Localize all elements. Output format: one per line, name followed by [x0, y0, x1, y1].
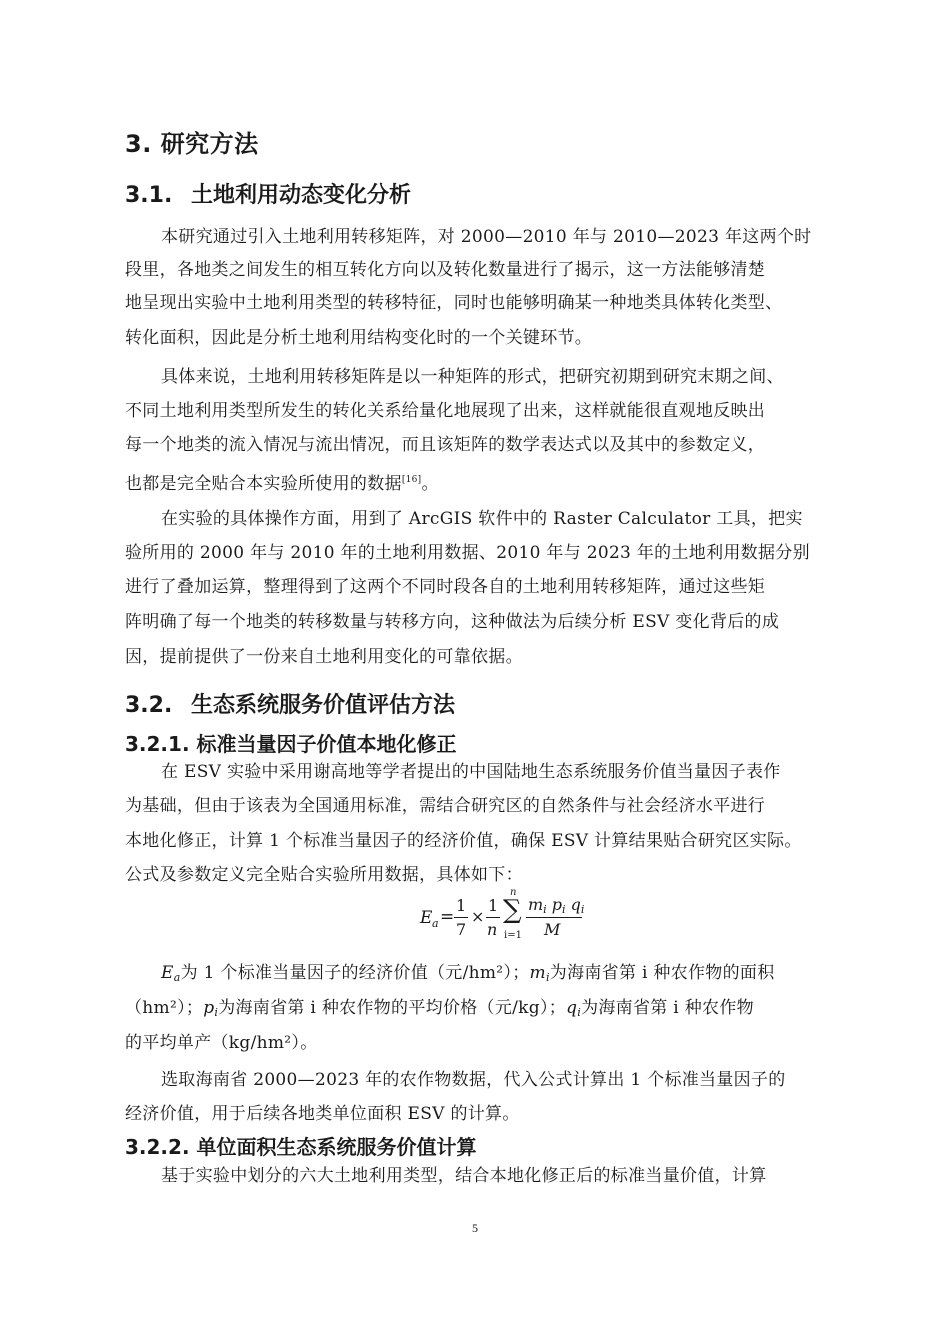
subsection-number: 3.1.: [125, 183, 173, 208]
var-p: p: [203, 998, 215, 1018]
parameter-definitions-line: [161, 962, 775, 989]
fraction-1-denominator: 7: [456, 920, 467, 939]
paragraph-text: 也都是完全贴合本实验所使用的数据: [125, 474, 402, 494]
def-text: 为海南省第 i 种农作物: [581, 998, 754, 1018]
parameter-definitions-line: [125, 997, 754, 1024]
paragraph-line: 本地化修正，计算 1 个标准当量因子的经济价值，确保 ESV 计算结果贴合研究区实际。: [125, 831, 802, 851]
fraction-3-numerator: [528, 895, 584, 916]
subsection-number: 3.2.: [125, 693, 173, 718]
parameter-definitions-line: 的平均单产（kg/hm²）。: [125, 1033, 318, 1053]
paragraph-line: 在 ESV 实验中采用谢高地等学者提出的中国陆地生态系统服务价值当量因子表作: [161, 762, 781, 782]
paragraph-line: 为基础，但由于该表为全国通用标准，需结合研究区的自然条件与社会经济水平进行: [125, 796, 766, 816]
fraction-2-denominator: n: [487, 920, 498, 939]
paragraph-line: 每一个地类的流入情况与流出情况，而且该矩阵的数学表达式以及其中的参数定义，: [125, 435, 766, 455]
paragraph-line: [125, 469, 439, 495]
var-m: m: [529, 963, 546, 983]
formula-equals: =: [440, 907, 455, 927]
var-e: E: [161, 963, 174, 983]
var-q: q: [566, 998, 578, 1018]
paragraph-line: 地呈现出实验中土地利用类型的转移特征，同时也能够明确某一种地类具体转化类型、: [125, 293, 783, 313]
section-heading: [125, 124, 259, 159]
paragraph-line: 段里，各地类之间发生的相互转化方向以及转化数量进行了揭示，这一方法能够清楚: [125, 260, 766, 280]
sum-symbol: ∑: [503, 895, 522, 925]
sum-lower-limit: i=1: [504, 930, 522, 941]
paragraph-line: 公式及参数定义完全贴合实验所用数据，具体如下：: [125, 865, 523, 885]
var-p-sub: i: [214, 1006, 219, 1019]
section-number: 3.: [125, 130, 152, 158]
subsection-heading-3-2: [125, 688, 455, 719]
fraction-3-num-p: p: [546, 895, 563, 914]
fraction-3-num-sub: i: [580, 903, 585, 916]
def-text: 为海南省第 i 种农作物的平均价格（元/kg）；: [218, 998, 567, 1018]
formula-lhs: E: [420, 908, 433, 928]
paragraph-line: 基于实验中划分的六大土地利用类型，结合本地化修正后的标准当量价值，计算: [161, 1166, 767, 1186]
fraction-2-numerator: 1: [488, 896, 499, 915]
section-title: 研究方法: [160, 130, 259, 158]
paragraph-line: 具体来说，土地利用转移矩阵是以一种矩阵的形式，把研究初期到研究末期之间、: [161, 367, 784, 387]
var-q-sub: i: [577, 1006, 582, 1019]
fraction-3-num-q: q: [565, 895, 581, 914]
subsubsection-heading-3-2-1: 3.2.1. 标准当量因子价值本地化修正: [125, 732, 457, 756]
equation-ea: [410, 887, 610, 943]
fraction-bar: [486, 917, 500, 918]
fraction-3-num-m: m: [528, 895, 544, 914]
paragraph-line: 进行了叠加运算，整理得到了这两个不同时段各自的土地利用转移矩阵，通过这些矩: [125, 577, 766, 597]
paragraph-punct: 。: [421, 474, 439, 494]
paragraph-line: 不同土地利用类型所发生的转化关系给量化地展现了出来，这样就能很直观地反映出: [125, 401, 766, 421]
subsubsection-heading-3-2-2: 3.2.2. 单位面积生态系统服务价值计算: [125, 1135, 477, 1159]
page-number: 5: [472, 1221, 478, 1235]
paragraph-line: 因，提前提供了一份来自土地利用变化的可靠依据。: [125, 647, 523, 667]
fraction-bar: [454, 917, 468, 918]
formula-lhs-sub: a: [432, 917, 439, 930]
subsection-title: 土地利用动态变化分析: [191, 183, 412, 208]
fraction-3-num-sub: i: [543, 903, 547, 916]
sum-upper-limit: n: [510, 887, 517, 898]
var-e-sub: a: [173, 971, 181, 984]
fraction-3-denominator: M: [544, 920, 561, 939]
fraction-3-num-sub: i: [562, 903, 566, 916]
paragraph-line: 阵明确了每一个地类的转移数量与转移方向，这种做法为后续分析 ESV 变化背后的成: [125, 612, 780, 632]
fraction-1-numerator: 1: [456, 896, 467, 915]
subsection-title: 生态系统服务价值评估方法: [191, 693, 456, 718]
paragraph-line: 验所用的 2000 年与 2010 年的土地利用数据、2010 年与 2023 年的土地利用数据分别: [125, 543, 810, 563]
paragraph-line: 在实验的具体操作方面，用到了 ArcGIS 软件中的 Raster Calculator 工具，把实: [161, 509, 803, 529]
var-m-sub: i: [545, 971, 550, 984]
paragraph-line: 转化面积，因此是分析土地利用结构变化时的一个关键环节。: [125, 328, 593, 348]
fraction-bar: [526, 917, 582, 918]
paragraph-line: 选取海南省 2000—2023 年的农作物数据，代入公式计算出 1 个标准当量因子的: [161, 1070, 786, 1090]
paragraph-line: 经济价值，用于后续各地类单位面积 ESV 的计算。: [125, 1104, 520, 1124]
paragraph-line: 本研究通过引入土地利用转移矩阵，对 2000—2010 年与 2010—2023 年这两个时: [161, 227, 812, 247]
citation-ref: [16]: [401, 475, 422, 485]
def-text: 为海南省第 i 种农作物的面积: [549, 963, 775, 983]
def-text: 为 1 个标准当量因子的经济价值（元/hm²）；: [180, 963, 530, 983]
subsection-heading-3-1: [125, 178, 411, 209]
def-text: （hm²）；: [125, 998, 204, 1018]
formula-times: ×: [471, 907, 485, 926]
